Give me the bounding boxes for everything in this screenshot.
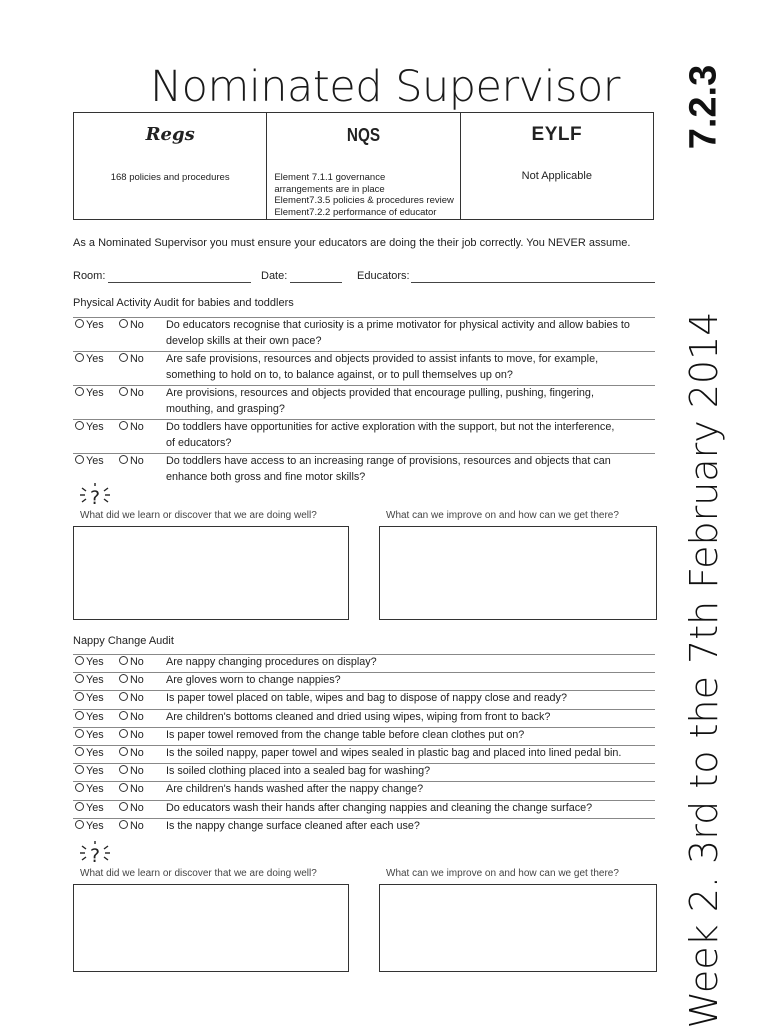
question-line: enhance both gross and fine motor skills? <box>166 471 366 483</box>
radio-circle-icon[interactable] <box>119 692 128 701</box>
question-text <box>166 727 656 743</box>
question-row <box>73 317 655 347</box>
question-line: Is paper towel placed on table, wipes and bag to dispose of nappy close and ready? <box>166 692 567 705</box>
question-text <box>166 763 656 779</box>
question-text <box>166 745 656 761</box>
radio-circle-icon[interactable] <box>75 692 84 701</box>
question-row <box>73 781 655 796</box>
idea-ray <box>82 488 86 491</box>
radio-circle-icon[interactable] <box>119 729 128 738</box>
radio-circle-icon[interactable] <box>75 656 84 665</box>
radio-circle-icon[interactable] <box>119 387 128 396</box>
radio-circle-icon[interactable] <box>75 711 84 720</box>
radio-circle-icon[interactable] <box>119 820 128 829</box>
radio-circle-icon[interactable] <box>119 802 128 811</box>
yes-label: Yes <box>86 747 104 759</box>
no-option[interactable] <box>119 690 144 706</box>
lightbulb-idea-icon <box>78 482 112 508</box>
yes-label: Yes <box>86 421 104 433</box>
question-line: develop skills at their own pace? <box>166 335 322 347</box>
question-row <box>73 709 655 723</box>
code-label <box>664 62 744 152</box>
educators-field[interactable] <box>411 282 655 283</box>
question-text <box>166 453 656 485</box>
question-text <box>166 800 656 816</box>
yes-option[interactable] <box>75 763 104 779</box>
physical-learn-prompt: What did we learn or discover that we are doing well? <box>80 510 317 521</box>
yes-label: Yes <box>86 387 104 399</box>
question-text <box>166 781 656 797</box>
no-label: No <box>130 819 144 832</box>
question-row <box>73 800 655 814</box>
idea-ray <box>104 846 108 849</box>
no-option[interactable] <box>119 317 144 333</box>
question-line: Do educators wash their hands after changing nappies and cleaning the change surface? <box>166 801 593 814</box>
yes-option[interactable] <box>75 351 104 367</box>
intro-text: As a Nominated Supervisor you must ensure your educators are doing the their job correctly. You NEVER assume. <box>73 237 631 249</box>
no-option[interactable] <box>119 745 144 761</box>
radio-circle-icon[interactable] <box>119 765 128 774</box>
radio-circle-icon[interactable] <box>75 802 84 811</box>
question-row <box>73 385 655 415</box>
question-line: mouthing, and grasping? <box>166 403 285 415</box>
question-text <box>166 654 656 670</box>
question-line: of educators? <box>166 437 232 449</box>
lightbulb-idea-icon <box>78 840 112 866</box>
nappy-improve-box[interactable] <box>379 884 657 972</box>
question-line: Is soiled clothing placed into a sealed bag for washing? <box>166 765 431 778</box>
yes-option[interactable] <box>75 818 104 834</box>
question-line: Are children's bottoms cleaned and dried using wipes, wiping from front to back? <box>166 710 551 723</box>
no-label: No <box>130 656 144 668</box>
yes-option[interactable] <box>75 453 104 469</box>
educators-label: Educators: <box>357 270 410 282</box>
question-row <box>73 419 655 449</box>
no-option[interactable] <box>119 419 144 435</box>
question-text <box>166 818 656 834</box>
no-option[interactable] <box>119 781 144 797</box>
question-line: Is the soiled nappy, paper towel and wipes sealed in plastic bag and placed into lined pedal bin. <box>166 747 622 759</box>
yes-label: Yes <box>86 783 104 796</box>
nqs-line: arrangements are in place <box>274 183 385 195</box>
question-text <box>166 317 656 349</box>
question-text <box>166 385 656 417</box>
no-option[interactable] <box>119 351 144 367</box>
idea-ray <box>82 499 86 502</box>
question-text <box>166 351 656 383</box>
yes-option[interactable] <box>75 317 104 333</box>
question-row <box>73 818 655 832</box>
yes-label: Yes <box>86 819 104 832</box>
radio-circle-icon[interactable] <box>119 783 128 792</box>
code-label-text: 7.2.3 <box>682 64 725 150</box>
no-option[interactable] <box>119 672 144 688</box>
nappy-improve-prompt: What can we improve on and how can we get there? <box>386 868 619 879</box>
no-label: No <box>130 747 144 759</box>
question-row <box>73 727 655 741</box>
yes-option[interactable] <box>75 419 104 435</box>
nqs-line: Element 7.1.1 governance <box>274 172 386 183</box>
no-option[interactable] <box>119 709 144 725</box>
no-label: No <box>130 455 144 467</box>
radio-circle-icon[interactable] <box>75 765 84 774</box>
question-line: Are gloves worn to change nappies? <box>166 674 341 687</box>
question-row <box>73 690 655 705</box>
no-option[interactable] <box>119 818 144 834</box>
week-label-text: Week 2. 3rd to the 7th February 2014 <box>682 311 726 1028</box>
yes-option[interactable] <box>75 781 104 797</box>
question-mark-icon: ? <box>89 487 101 508</box>
question-row <box>73 654 655 668</box>
nappy-section-title: Nappy Change Audit <box>73 635 174 647</box>
yes-option[interactable] <box>75 745 104 761</box>
physical-learn-box[interactable] <box>73 526 349 620</box>
idea-ray <box>82 857 86 860</box>
yes-label: Yes <box>86 710 104 723</box>
no-option[interactable] <box>119 654 144 670</box>
no-label: No <box>130 765 144 778</box>
no-label: No <box>130 387 144 399</box>
radio-circle-icon[interactable] <box>75 729 84 738</box>
yes-option[interactable] <box>75 690 104 706</box>
no-option[interactable] <box>119 727 144 743</box>
question-text <box>166 419 656 451</box>
radio-circle-icon[interactable] <box>119 353 128 362</box>
question-row <box>73 763 655 778</box>
physical-improve-box[interactable] <box>379 526 657 620</box>
physical-improve-prompt: What can we improve on and how can we get there? <box>386 510 619 521</box>
week-label <box>664 311 744 1028</box>
no-label: No <box>130 692 144 705</box>
question-line: Do toddlers have opportunities for active exploration with the support, but not the interference, <box>166 421 615 433</box>
question-row <box>73 453 655 483</box>
no-label: No <box>130 710 144 723</box>
nqs-line: Element7.3.5 policies & procedures review <box>274 195 454 206</box>
eylf-heading: EYLF <box>531 124 583 145</box>
no-label: No <box>130 728 144 741</box>
question-line: something to hold on to, to balance against, or to pull themselves up on? <box>166 369 513 381</box>
regs-heading: Regs <box>145 124 195 145</box>
standards-table <box>73 112 654 220</box>
no-option[interactable] <box>119 385 144 401</box>
radio-circle-icon[interactable] <box>119 747 128 756</box>
radio-circle-icon[interactable] <box>75 455 84 464</box>
page-title: Nominated Supervisor <box>150 62 620 112</box>
no-option[interactable] <box>119 453 144 469</box>
nqs-column <box>267 113 460 220</box>
radio-circle-icon[interactable] <box>75 674 84 683</box>
idea-ray <box>82 846 86 849</box>
no-label: No <box>130 674 144 687</box>
radio-circle-icon[interactable] <box>119 711 128 720</box>
idea-ray <box>104 857 108 860</box>
question-line: Are nappy changing procedures on display? <box>166 656 377 668</box>
regs-column <box>74 113 267 220</box>
no-label: No <box>130 319 144 331</box>
yes-option[interactable] <box>75 385 104 401</box>
idea-ray <box>104 488 108 491</box>
radio-circle-icon[interactable] <box>119 455 128 464</box>
room-label: Room: <box>73 270 106 282</box>
no-option[interactable] <box>119 763 144 779</box>
question-text <box>166 709 656 725</box>
radio-circle-icon[interactable] <box>75 421 84 430</box>
yes-label: Yes <box>86 728 104 741</box>
idea-rays-icon <box>78 482 112 508</box>
nappy-learn-prompt: What did we learn or discover that we are doing well? <box>80 868 317 879</box>
yes-label: Yes <box>86 353 104 365</box>
question-line: Do toddlers have access to an increasing range of provisions, resources and objects that can <box>166 455 611 467</box>
room-field[interactable] <box>108 282 251 283</box>
radio-circle-icon[interactable] <box>119 674 128 683</box>
eylf-text: Not Applicable <box>521 170 592 182</box>
yes-label: Yes <box>86 455 104 467</box>
radio-circle-icon[interactable] <box>119 421 128 430</box>
yes-option[interactable] <box>75 654 104 670</box>
yes-label: Yes <box>86 656 104 668</box>
physical-section-title: Physical Activity Audit for babies and toddlers <box>73 297 294 309</box>
nqs-text <box>267 157 459 218</box>
no-option[interactable] <box>119 800 144 816</box>
question-line: Are safe provisions, resources and objects provided to assist infants to move, for example, <box>166 353 599 365</box>
date-label: Date: <box>261 270 288 282</box>
radio-circle-icon[interactable] <box>75 783 84 792</box>
radio-circle-icon[interactable] <box>75 820 84 829</box>
question-row <box>73 672 655 687</box>
yes-option[interactable] <box>75 727 104 743</box>
question-text <box>166 672 656 688</box>
nqs-heading: NQS <box>346 125 381 145</box>
question-line: Are provisions, resources and objects provided that encourage pulling, pushing, fingering, <box>166 387 594 399</box>
idea-ray <box>104 499 108 502</box>
yes-option[interactable] <box>75 800 104 816</box>
question-line: Is paper towel removed from the change table before clean clothes put on? <box>166 728 525 741</box>
no-label: No <box>130 353 144 365</box>
yes-option[interactable] <box>75 672 104 688</box>
radio-circle-icon[interactable] <box>119 656 128 665</box>
question-line: Are children's hands washed after the nappy change? <box>166 783 424 796</box>
no-label: No <box>130 801 144 814</box>
date-field[interactable] <box>290 282 342 283</box>
yes-label: Yes <box>86 674 104 687</box>
yes-label: Yes <box>86 765 104 778</box>
radio-circle-icon[interactable] <box>75 747 84 756</box>
nappy-learn-box[interactable] <box>73 884 349 972</box>
question-line: Do educators recognise that curiosity is a prime motivator for physical activity and allow babies to <box>166 319 630 331</box>
radio-circle-icon[interactable] <box>119 319 128 328</box>
eylf-column <box>460 113 653 220</box>
yes-label: Yes <box>86 319 104 331</box>
yes-label: Yes <box>86 692 104 705</box>
radio-circle-icon[interactable] <box>75 353 84 362</box>
question-mark-icon: ? <box>89 845 101 866</box>
question-text <box>166 690 656 706</box>
yes-label: Yes <box>86 801 104 814</box>
nqs-line: Element7.2.2 performance of educator <box>274 206 437 218</box>
radio-circle-icon[interactable] <box>75 387 84 396</box>
radio-circle-icon[interactable] <box>75 319 84 328</box>
question-row <box>73 745 655 759</box>
no-label: No <box>130 421 144 433</box>
yes-option[interactable] <box>75 709 104 725</box>
regs-text: 168 policies and procedures <box>110 172 230 183</box>
question-line: Is the nappy change surface cleaned after each use? <box>166 819 420 832</box>
question-row <box>73 351 655 381</box>
idea-rays-icon <box>78 840 112 866</box>
no-label: No <box>130 783 144 796</box>
